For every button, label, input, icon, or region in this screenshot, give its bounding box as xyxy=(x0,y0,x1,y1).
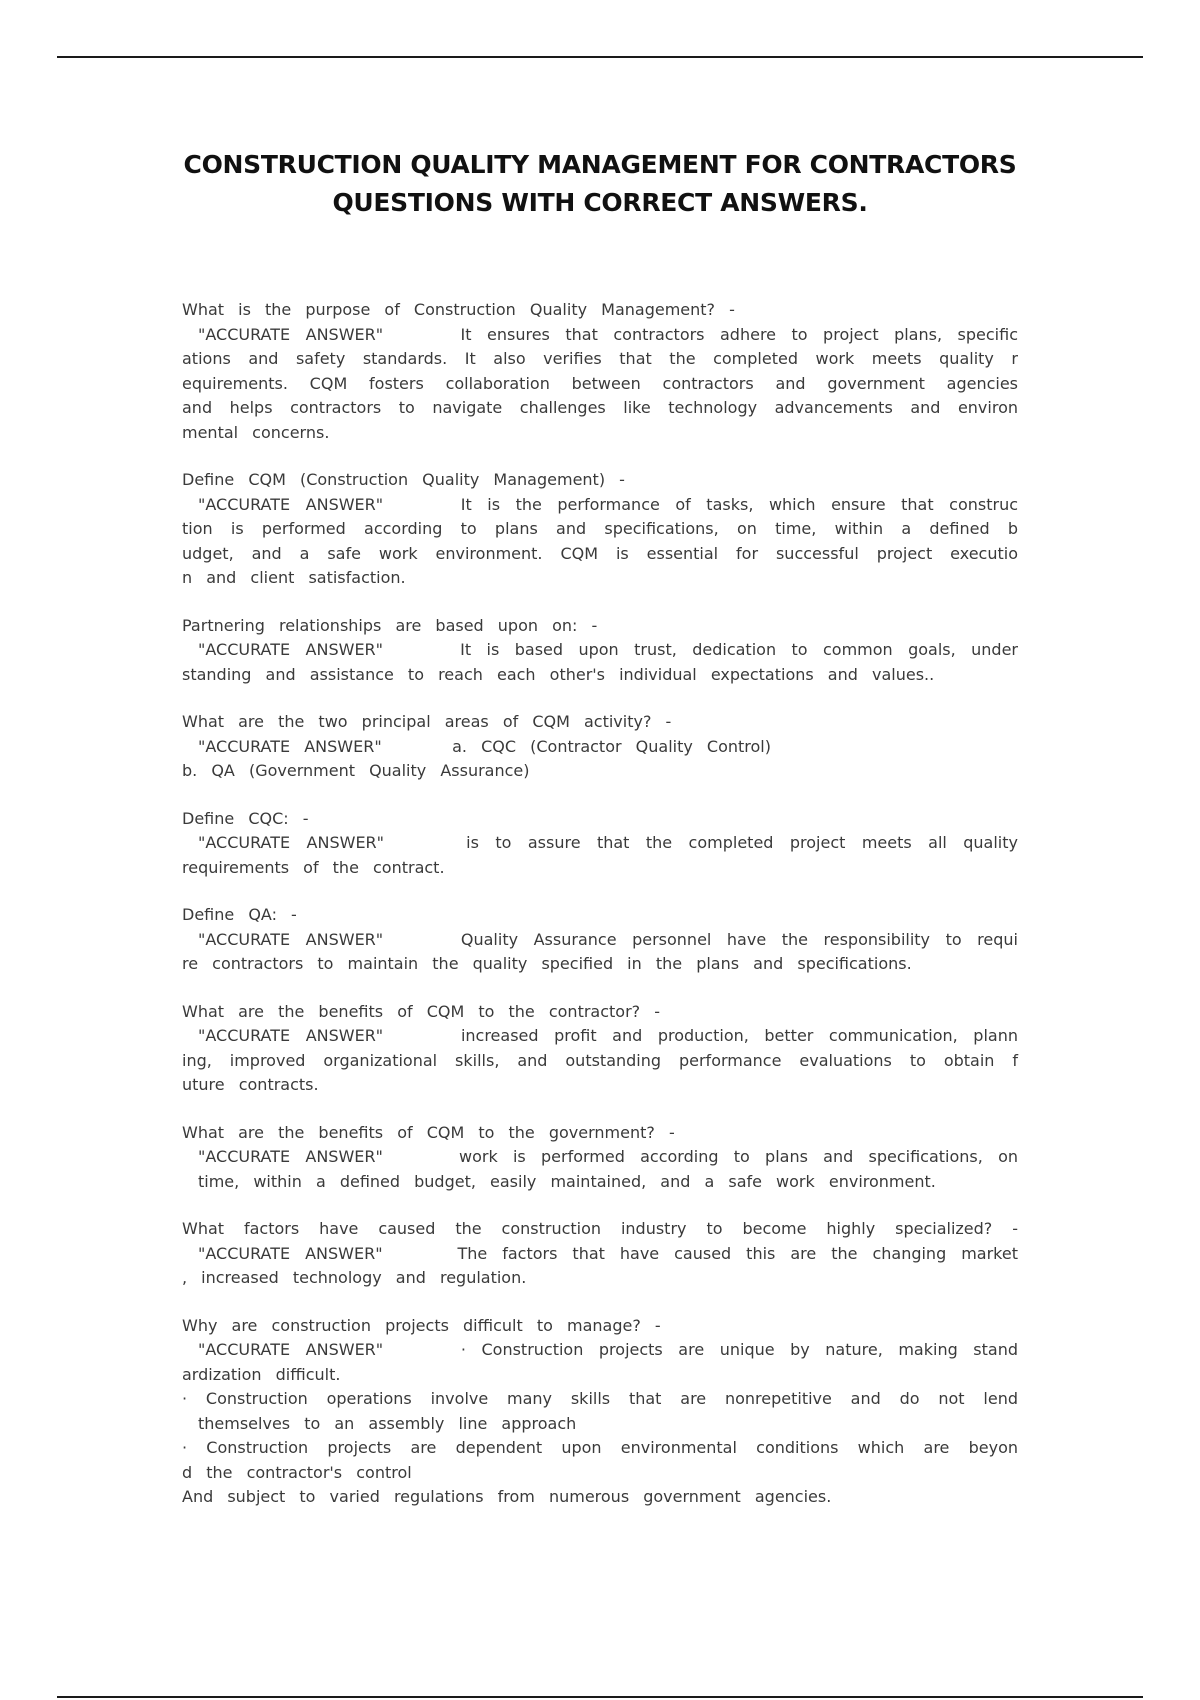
qa-item xyxy=(182,807,1018,881)
question-text: Define CQM (Construction Quality Management) - xyxy=(182,470,625,489)
question-text: What is the purpose of Construction Quality Management? - xyxy=(182,300,735,319)
answer-text: udget, and a safe work environment. CQM is essential for successful project executio xyxy=(182,543,1018,563)
answer-text: · Construction projects are dependent upon environmental conditions which are beyon xyxy=(182,1438,1018,1457)
answer-text: "ACCURATE ANSWER" increased profit and production, better communication, plann xyxy=(198,1026,1018,1045)
answer-text: "ACCURATE ANSWER" is to assure that the completed project meets all quality xyxy=(198,833,1018,852)
answer-text: ardization difficult. xyxy=(182,1364,341,1384)
qa-list xyxy=(182,298,1018,1533)
answer-text: uture contracts. xyxy=(182,1075,319,1094)
qa-item xyxy=(182,1121,1018,1195)
question-text: Why are construction projects difficult to manage? - xyxy=(182,1315,661,1335)
question-text: Define QA: - xyxy=(182,905,297,924)
top-rule xyxy=(57,56,1143,58)
answer-text: ations and safety standards. It also verifies that the completed work meets quality r xyxy=(182,349,1018,368)
question-text: What are the two principal areas of CQM activity? - xyxy=(182,712,672,731)
answer-text: requirements of the contract. xyxy=(182,857,445,877)
answer-text: time, within a defined budget, easily maintained, and a safe work environment. xyxy=(198,1171,936,1191)
question-text: What factors have caused the construction industry to become highly specialized? - xyxy=(182,1219,1018,1238)
answer-text: mental concerns. xyxy=(182,422,330,442)
qa-item xyxy=(182,1000,1018,1098)
answer-text: And subject to varied regulations from numerous government agencies. xyxy=(182,1487,832,1506)
answer-text: and helps contractors to navigate challenges like technology advancements and environ xyxy=(182,398,1018,417)
question-text: Define CQC: - xyxy=(182,808,309,828)
answer-text: "ACCURATE ANSWER" Quality Assurance personnel have the responsibility to requi xyxy=(198,929,1018,949)
answer-text: tion is performed according to plans and specifications, on time, within a defined b xyxy=(182,519,1018,538)
answer-text: "ACCURATE ANSWER" work is performed according to plans and specifications, on xyxy=(198,1147,1018,1166)
answer-text: "ACCURATE ANSWER" a. CQC (Contractor Quality Control) xyxy=(198,736,771,756)
answer-text: "ACCURATE ANSWER" It is the performance of tasks, which ensure that construc xyxy=(198,494,1018,514)
answer-text: n and client satisfaction. xyxy=(182,568,406,587)
answer-text: standing and assistance to reach each other's individual expectations and values.. xyxy=(182,664,935,684)
answer-text: , increased technology and regulation. xyxy=(182,1268,527,1287)
qa-item xyxy=(182,903,1018,977)
answer-text: "ACCURATE ANSWER" · Construction projects are unique by nature, making stand xyxy=(198,1340,1018,1359)
answer-text: themselves to an assembly line approach xyxy=(198,1413,577,1433)
document-title xyxy=(150,146,1050,222)
qa-item xyxy=(182,468,1018,591)
answer-text: "ACCURATE ANSWER" The factors that have caused this are the changing market xyxy=(198,1243,1018,1263)
qa-item xyxy=(182,298,1018,445)
title-line-2: QUESTIONS WITH CORRECT ANSWERS. xyxy=(332,188,868,217)
qa-item xyxy=(182,614,1018,688)
answer-text: · Construction operations involve many skills that are nonrepetitive and do not lend xyxy=(182,1389,1018,1408)
qa-item xyxy=(182,710,1018,784)
bottom-rule xyxy=(57,1696,1143,1698)
title-line-1: CONSTRUCTION QUALITY MANAGEMENT FOR CONTRACTORS xyxy=(183,150,1017,179)
answer-text: re contractors to maintain the quality specified in the plans and specifications. xyxy=(182,954,912,973)
answer-text: equirements. CQM fosters collaboration between contractors and government agencies xyxy=(182,373,1018,393)
answer-text: b. QA (Government Quality Assurance) xyxy=(182,761,530,780)
answer-text: d the contractor's control xyxy=(182,1462,412,1482)
qa-item xyxy=(182,1217,1018,1291)
answer-text: ing, improved organizational skills, and outstanding performance evaluations to obtain f xyxy=(182,1050,1018,1070)
answer-text: "ACCURATE ANSWER" It ensures that contractors adhere to project plans, specific xyxy=(198,324,1018,344)
question-text: What are the benefits of CQM to the contractor? - xyxy=(182,1001,661,1021)
answer-text: "ACCURATE ANSWER" It is based upon trust, dedication to common goals, under xyxy=(198,640,1018,659)
qa-item xyxy=(182,1314,1018,1510)
question-text: Partnering relationships are based upon on: - xyxy=(182,615,598,635)
question-text: What are the benefits of CQM to the government? - xyxy=(182,1122,675,1142)
